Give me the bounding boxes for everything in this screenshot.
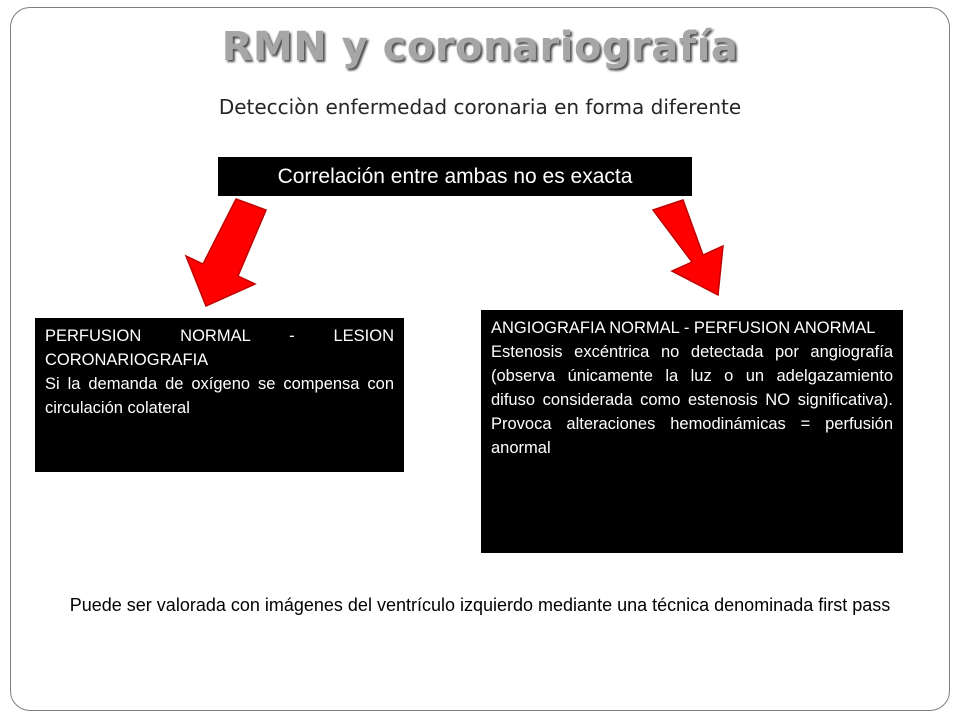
left-box-body: Si la demanda de oxígeno se compensa con circulación colateral bbox=[45, 375, 394, 417]
left-box-heading: PERFUSION NORMAL - LESION CORONARIOGRAFIA bbox=[45, 327, 394, 369]
right-box-body: Estenosis excéntrica no detectada por angiografía (observa únicamente la luz o un adelgazamiento difuso considerada como estenosis NO significativa). Provoca alteraciones hemodinámicas = perfusión anormal bbox=[491, 343, 893, 457]
arrow-down-left-icon bbox=[178, 196, 278, 311]
slide-title: RMN y coronariografía bbox=[221, 24, 739, 70]
arrow-down-right-icon bbox=[650, 198, 750, 298]
footer-note: Puede ser valorada con imágenes del ventrículo izquierdo mediante una técnica denominada first pass bbox=[69, 595, 891, 615]
slide-subtitle: Detecciòn enfermedad coronaria en forma diferente bbox=[218, 95, 742, 119]
correlation-box: Correlación entre ambas no es exacta bbox=[218, 157, 692, 196]
right-box-heading: ANGIOGRAFIA NORMAL - PERFUSION ANORMAL bbox=[491, 319, 876, 337]
left-info-box bbox=[35, 318, 404, 472]
right-info-box bbox=[481, 310, 903, 553]
